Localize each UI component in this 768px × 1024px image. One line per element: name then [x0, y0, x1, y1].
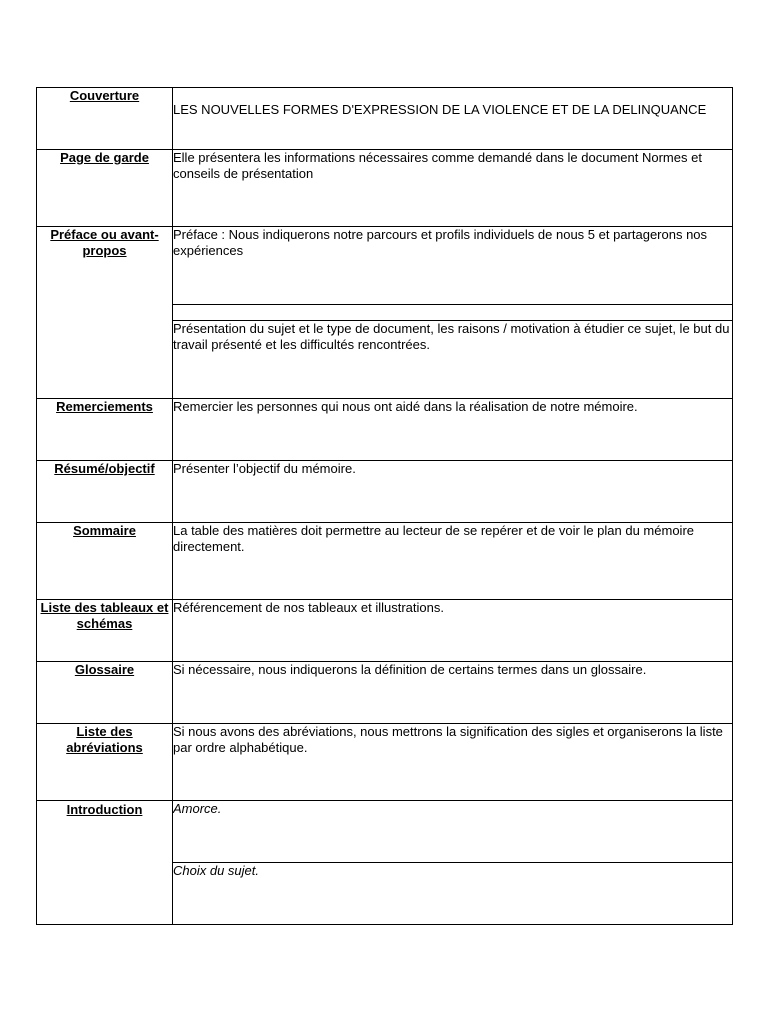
row-text-preface-3: Présentation du sujet et le type de document, les raisons / motivation à étudier ce sujet, le but du travail présenté et les difficultés rencontrées.: [173, 321, 733, 399]
document-outline-table: [36, 87, 733, 925]
table-row: [37, 600, 733, 662]
row-text-preface-1: Préface : Nous indiquerons notre parcours et profils individuels de nous 5 et partagerons nos expériences: [173, 227, 733, 305]
row-label-resume: Résumé/objectif: [37, 461, 173, 523]
row-label-sommaire: Sommaire: [37, 523, 173, 600]
row-label-liste-tableaux: Liste des tableaux et schémas: [37, 600, 173, 662]
table-row: [37, 461, 733, 523]
table-row: [37, 724, 733, 801]
row-label-glossaire: Glossaire: [37, 662, 173, 724]
row-text-remerciements: Remercier les personnes qui nous ont aidé dans la réalisation de notre mémoire.: [173, 399, 733, 461]
row-label-couverture: Couverture: [37, 88, 173, 150]
row-text-preface-2: [173, 305, 733, 321]
row-label-introduction: Introduction: [37, 801, 173, 925]
row-text-resume: Présenter l’objectif du mémoire.: [173, 461, 733, 523]
table-row: [37, 662, 733, 724]
table-row: [37, 801, 733, 863]
table-row: [37, 88, 733, 150]
row-text-introduction-2: Choix du sujet.: [173, 863, 733, 925]
row-label-remerciements: Remerciements: [37, 399, 173, 461]
table-row: [37, 399, 733, 461]
row-label-page-de-garde: Page de garde: [37, 150, 173, 227]
table-row: [37, 523, 733, 600]
table-row: [37, 227, 733, 305]
row-label-liste-abreviations: Liste des abréviations: [37, 724, 173, 801]
row-label-preface: Préface ou avant-propos: [37, 227, 173, 399]
row-text-liste-abreviations: Si nous avons des abréviations, nous mettrons la signification des sigles et organiserons la liste par ordre alphabétique.: [173, 724, 733, 801]
row-text-liste-tableaux: Référencement de nos tableaux et illustrations.: [173, 600, 733, 662]
row-text-page-de-garde: Elle présentera les informations nécessaires comme demandé dans le document Normes et conseils de présentation: [173, 150, 733, 227]
row-text-couverture: LES NOUVELLES FORMES D'EXPRESSION DE LA VIOLENCE ET DE LA DELINQUANCE: [173, 88, 733, 150]
table-row: [37, 150, 733, 227]
row-text-sommaire: La table des matières doit permettre au lecteur de se repérer et de voir le plan du mémoire directement.: [173, 523, 733, 600]
row-text-introduction-1: Amorce.: [173, 801, 733, 863]
row-text-glossaire: Si nécessaire, nous indiquerons la définition de certains termes dans un glossaire.: [173, 662, 733, 724]
